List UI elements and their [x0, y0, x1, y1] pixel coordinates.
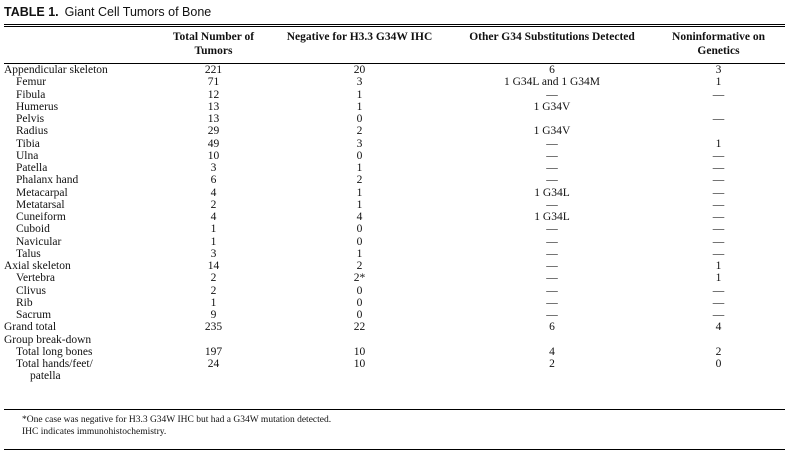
table-row [4, 113, 785, 125]
row-label: Femur [16, 76, 47, 89]
header-cell-total: Total Number of Tumors [172, 31, 255, 57]
row-cell: 4 [549, 345, 555, 358]
table-row [4, 370, 785, 382]
table-row [4, 76, 785, 88]
row-cell [160, 370, 267, 382]
row-cell: — [546, 88, 558, 101]
row-cell: 4 [210, 211, 217, 223]
row-cell: 221 [204, 64, 223, 76]
row-cell: — [712, 198, 725, 211]
row-label: Clivus [16, 284, 47, 297]
row-cell: 6 [549, 321, 555, 334]
row-cell: 10 [353, 358, 366, 370]
table-number: TABLE 1. [4, 5, 59, 19]
row-cell: — [546, 309, 558, 321]
row-label: Tibia [16, 137, 40, 150]
row-cell: 1 G34V [533, 125, 571, 138]
row-cell: — [712, 223, 725, 236]
row-cell: 4 [356, 211, 363, 223]
row-cell: 49 [207, 137, 220, 150]
row-cell: 13 [207, 113, 220, 125]
row-cell: 0 [356, 235, 363, 248]
row-label: Fibula [16, 88, 46, 101]
row-cell: — [546, 162, 558, 174]
table-row [4, 138, 785, 150]
row-cell: 1 G34L [534, 211, 570, 223]
row-label: Group break-down [4, 333, 92, 346]
table-row [4, 150, 785, 162]
table-row [4, 101, 785, 113]
row-cell: 3 [356, 76, 363, 89]
header-cell-noninformative: Noninformative on Genetics [672, 31, 765, 57]
header-cell-substitutions: Other G34 Substitutions Detected [469, 31, 635, 43]
row-label: Metacarpal [16, 186, 68, 199]
row-cell: 29 [207, 125, 220, 138]
row-cell: — [546, 137, 558, 150]
row-cell: — [546, 247, 558, 260]
row-cell: 1 [356, 100, 363, 113]
row-cell: 13 [207, 100, 220, 113]
row-label: Vertebra [16, 272, 55, 285]
header-row [4, 28, 785, 64]
row-cell: 3 [210, 162, 217, 174]
row-cell: 9 [210, 309, 217, 321]
table-row [4, 272, 785, 284]
table-row [4, 211, 785, 223]
row-cell: — [546, 260, 558, 272]
row-label: patella [30, 370, 61, 383]
row-label: Axial skeleton [4, 260, 71, 272]
row-cell: 0 [356, 149, 363, 162]
row-cell [452, 113, 652, 125]
table-row [4, 199, 785, 211]
row-label: Cuneiform [16, 211, 66, 223]
table-row [4, 309, 785, 321]
row-cell: — [712, 162, 725, 174]
row-label: Humerus [16, 100, 59, 113]
row-cell [652, 370, 785, 382]
row-cell: — [712, 235, 725, 248]
row-label: Cuboid [16, 223, 50, 236]
row-cell [652, 334, 785, 346]
row-label: Patella [16, 162, 48, 174]
row-label: Ulna [16, 149, 39, 162]
table-row [4, 334, 785, 346]
row-cell: 1 [210, 223, 217, 236]
row-cell: 0 [356, 223, 363, 236]
row-cell: — [546, 174, 558, 187]
row-cell: 1 [356, 247, 363, 260]
row-cell: — [546, 223, 558, 236]
row-cell: 1 G34L [534, 186, 570, 199]
row-cell [452, 334, 652, 346]
row-cell: 4 [210, 186, 217, 199]
row-cell: — [546, 296, 558, 309]
table-row [4, 162, 785, 174]
row-cell: 0 [715, 358, 722, 370]
row-label: Pelvis [16, 113, 45, 125]
table-title [4, 4, 785, 20]
row-cell: 14 [207, 260, 220, 272]
row-cell: — [712, 186, 725, 199]
data-table [4, 28, 785, 383]
row-cell: 3 [210, 247, 217, 260]
table-row [4, 187, 785, 199]
table-row [4, 321, 785, 333]
footnotes [22, 414, 331, 438]
row-cell: 4 [715, 321, 722, 334]
row-cell [652, 125, 785, 137]
row-cell: 2 [715, 345, 722, 358]
row-cell: 1 G34V [533, 100, 571, 113]
table-row [4, 236, 785, 248]
row-cell: 1 [715, 260, 722, 272]
row-cell: 20 [353, 64, 366, 76]
row-cell: — [712, 284, 725, 297]
row-cell: — [546, 272, 558, 285]
header-cell-label [4, 28, 160, 64]
row-cell: 2 [549, 358, 555, 370]
row-cell: 2 [356, 174, 363, 187]
row-label: Talus [16, 247, 41, 260]
row-cell: — [546, 235, 558, 248]
row-cell: 235 [204, 321, 223, 334]
table-row [4, 125, 785, 137]
table-row [4, 64, 785, 76]
table-row [4, 260, 785, 272]
row-cell: 0 [356, 284, 363, 297]
table-row [4, 358, 785, 370]
row-cell: 2 [210, 272, 217, 285]
row-cell [452, 370, 652, 382]
row-cell: 6 [210, 174, 217, 187]
row-cell [267, 334, 452, 346]
header-cell-negative: Negative for H3.3 G34W IHC [286, 31, 433, 43]
row-cell: 3 [356, 137, 363, 150]
row-cell [267, 370, 452, 382]
row-cell: — [546, 198, 558, 211]
row-cell: 0 [356, 309, 363, 321]
row-cell: — [712, 309, 725, 321]
row-cell: — [712, 296, 725, 309]
row-label: Rib [16, 296, 33, 309]
row-cell: 0 [356, 296, 363, 309]
row-cell [160, 334, 267, 346]
row-cell: — [712, 149, 725, 162]
row-cell: 6 [549, 64, 555, 76]
row-cell: 3 [715, 64, 722, 76]
end-rule [4, 449, 785, 450]
table-row [4, 248, 785, 260]
row-cell: 12 [207, 88, 220, 101]
row-label: Total hands/feet/ [16, 358, 93, 370]
row-cell: — [546, 284, 558, 297]
row-cell: 197 [204, 345, 223, 358]
row-cell: — [712, 174, 725, 187]
row-cell: 71 [207, 76, 220, 89]
row-cell: 2 [356, 125, 363, 138]
table-caption: Giant Cell Tumors of Bone [64, 5, 212, 19]
row-cell: 1 [715, 137, 722, 150]
row-cell: 1 [715, 272, 722, 285]
top-rule-2 [4, 26, 785, 27]
row-label: Appendicular skeleton [4, 64, 108, 76]
table-row [4, 174, 785, 186]
row-cell: 1 [715, 76, 722, 89]
row-cell: 1 [356, 198, 363, 211]
row-cell: 1 [210, 296, 217, 309]
row-cell: 22 [353, 321, 366, 334]
row-label: Metatarsal [16, 198, 65, 211]
row-label: Radius [16, 125, 48, 138]
footnote-mutation: *One case was negative for H3.3 G34W IHC but had a G34W mutation detected. [22, 415, 332, 425]
row-cell: 1 [356, 186, 363, 199]
row-cell: — [546, 149, 558, 162]
table-row [4, 223, 785, 235]
row-cell: — [712, 211, 725, 223]
row-cell: 2* [353, 272, 366, 285]
row-cell: 1 G34L and 1 G34M [503, 76, 601, 89]
row-cell: 10 [353, 345, 366, 358]
row-cell: — [712, 247, 725, 260]
row-cell: 0 [356, 113, 363, 125]
row-cell [652, 101, 785, 113]
bottom-rule [4, 409, 785, 410]
table-row [4, 89, 785, 101]
row-cell: 1 [356, 162, 363, 174]
row-cell: 1 [356, 88, 363, 101]
row-label: Phalanx hand [16, 174, 79, 187]
row-label: Navicular [16, 235, 62, 248]
row-cell: 2 [210, 284, 217, 297]
table-row [4, 297, 785, 309]
row-cell: 24 [207, 358, 220, 370]
row-cell: 10 [207, 149, 220, 162]
top-rule [4, 24, 785, 25]
table-row [4, 285, 785, 297]
footnote-ihc: IHC indicates immunohistochemistry. [22, 427, 167, 437]
row-label: Grand total [4, 321, 57, 334]
table-row [4, 346, 785, 358]
row-cell: 2 [210, 198, 217, 211]
row-cell: 2 [356, 260, 363, 272]
row-label: Sacrum [16, 309, 52, 321]
row-cell: — [712, 113, 725, 125]
row-cell: 1 [210, 235, 217, 248]
row-label: Total long bones [16, 345, 93, 358]
row-cell: — [712, 88, 725, 101]
